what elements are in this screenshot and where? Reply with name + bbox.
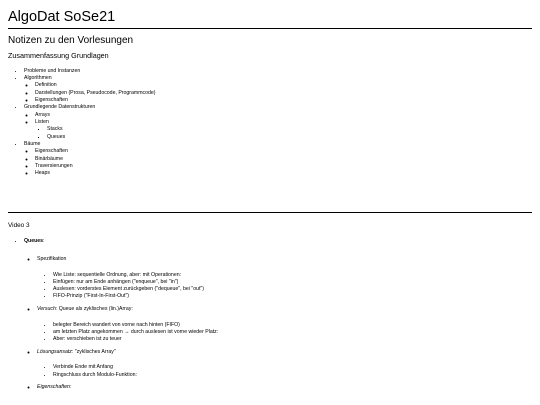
notes-point: • Einfügen: nur am Ende anhängen ("enqueue", bei "in") [53, 279, 218, 286]
outline-subitem: ◦ Definition [35, 82, 156, 89]
outline-item-baeume: • Bäume ◦ Eigenschaften ◦ Binärbäume ◦ Traversierungen ◦ Heaps [24, 141, 156, 178]
outline-subitem: ◦ Heaps [35, 170, 156, 177]
section-heading: Zusammenfassung Grundlagen [8, 51, 109, 60]
notes-point: • FIFO-Prinzip ("First-In-First-Out") [53, 293, 218, 300]
outline-subitem: ◦ Listen ▪ Stacks ▪ Queues [35, 119, 156, 141]
notes-subitem-loesungsansatz: ◦ Lösungsansatz: "zyklisches Array" • Verbinde Ende mit Anfang • Ringschluss durch Modulo-Funktion: [37, 349, 218, 379]
page-subtitle: Notizen zu den Vorlesungen [8, 35, 134, 46]
notes-item-queues: • Queues: ◦ Spezifikation • Wie Liste: sequentielle Ordnung, aber: mit Operationen: • Einfügen: nur am Ende anhängen ("enqueue", bei "in") • Auslesen: vorderstes Element zurückgeben ("dequeue", bei "out") • FIFO-Prinzip ("First-In-First-Out") ◦ Versuch: Queue als zyklisches (lin.)Array: • belegter Bereich wandert von vorne nach hinten (FIFO) • am letzten Platz angekommen → durch auslesen ist vorne wieder Platz: • Aber: verschieben ist zu teuer ◦ Lösungsansatz: "zyklisches Array" • Verbinde Ende mit Anfang • Ringschluss durch Modulo-Funktion: ◦ Eigenschaften: [24, 238, 218, 392]
notes-subitem-spezifikation: ◦ Spezifikation • Wie Liste: sequentielle Ordnung, aber: mit Operationen: • Einfügen: nur am Ende anhängen ("enqueue", bei "in") • Auslesen: vorderstes Element zurückgeben ("dequeue", bei "out") • FIFO-Prinzip ("First-In-First-Out") [37, 256, 218, 300]
notes-point: • Aber: verschieben ist zu teuer [53, 336, 218, 343]
page-title: AlgoDat SoSe21 [8, 9, 116, 25]
notes-subitem-versuch: ◦ Versuch: Queue als zyklisches (lin.)Array: • belegter Bereich wandert von vorne nach hinten (FIFO) • am letzten Platz angekommen → durch auslesen ist vorne wieder Platz: • Aber: verschieben ist zu teuer [37, 306, 218, 343]
outline-item-algorithmen: • Algorithmen ◦ Definition ◦ Darstellungen (Prosa, Pseudocode, Programmcode) ◦ Eigenschaften [24, 75, 156, 104]
notes-subitem-eigenschaften: ◦ Eigenschaften: [37, 384, 218, 391]
outline-subitem: ◦ Arrays [35, 112, 156, 119]
video-heading: Video 3 [8, 222, 30, 229]
notes-point: • belegter Bereich wandert von vorne nach hinten (FIFO) [53, 322, 218, 329]
notes-point: • Verbinde Ende mit Anfang [53, 364, 218, 371]
summary-outline [8, 68, 156, 178]
lecture-notes [8, 238, 218, 392]
notes-point: • Ringschluss durch Modulo-Funktion: [53, 372, 218, 379]
outline-subitem: ◦ Eigenschaften [35, 148, 156, 155]
outline-item-probleme: • Probleme und Instanzen [24, 68, 156, 75]
outline-subitem: ◦ Binärbäume [35, 156, 156, 163]
outline-subitem: ◦ Eigenschaften [35, 97, 156, 104]
outline-subitem: ◦ Darstellungen (Prosa, Pseudocode, Programmcode) [35, 90, 156, 97]
notes-point: • am letzten Platz angekommen → durch auslesen ist vorne wieder Platz: [53, 329, 218, 336]
outline-subitem: ◦ Traversierungen [35, 163, 156, 170]
outline-subsubitem: ▪ Queues [47, 134, 156, 141]
title-divider [8, 28, 532, 29]
outline-item-datenstrukturen: • Grundlegende Datenstrukturen ◦ Arrays ◦ Listen ▪ Stacks ▪ Queues [24, 104, 156, 141]
notes-point: • Wie Liste: sequentielle Ordnung, aber: mit Operationen: [53, 272, 218, 279]
notes-point: • Auslesen: vorderstes Element zurückgeben ("dequeue", bei "out") [53, 286, 218, 293]
outline-subsubitem: ▪ Stacks [47, 126, 156, 133]
section-divider [8, 212, 532, 213]
